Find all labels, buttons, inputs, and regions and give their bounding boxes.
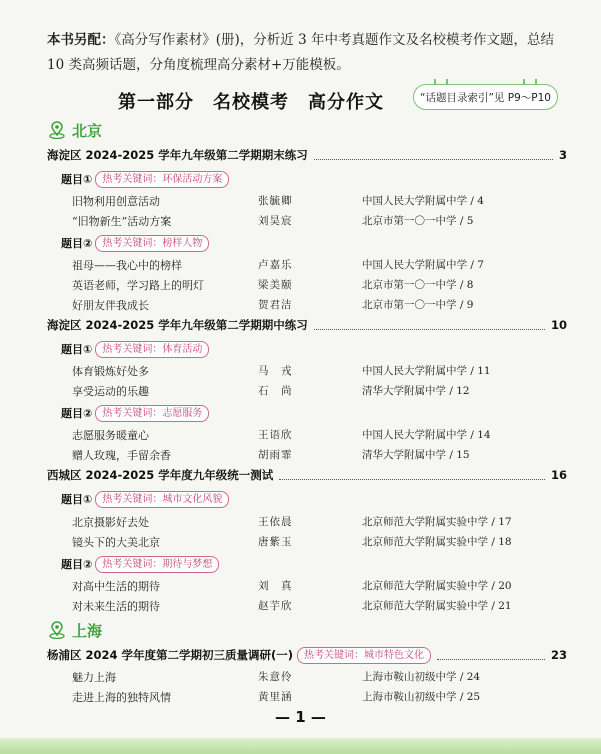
entry-title: 走进上海的独特风情 — [72, 691, 171, 704]
exam-row[interactable] — [47, 316, 567, 334]
entry-school-page: 北京师范大学附属实验中学 / 18 — [362, 536, 512, 548]
entry-school-page: 北京市第一〇一中学 / 5 — [362, 215, 474, 227]
entry-title: 对未来生活的期待 — [72, 600, 160, 613]
entry-title: 魅力上海 — [72, 671, 116, 684]
entry-school-page: 上海市鞍山初级中学 / 24 — [362, 671, 481, 683]
exam-title: 海淀区 2024-2025 学年九年级第二学期期末练习 — [47, 148, 308, 162]
keyword-tag: 热考关键词：志愿服务 — [95, 405, 209, 422]
exam-row[interactable] — [47, 466, 567, 484]
toc-entry[interactable] — [72, 297, 562, 314]
entry-title: “旧物新生”活动方案 — [72, 215, 172, 228]
region-shanghai — [48, 620, 102, 640]
entry-author: 王语欣 — [258, 429, 293, 441]
entry-title: 赠人玫瑰，手留余香 — [72, 449, 171, 462]
entry-author: 胡雨霏 — [258, 449, 293, 461]
toc-entry[interactable] — [72, 578, 562, 595]
entry-author: 赵芋欣 — [258, 600, 293, 612]
exam-title: 西城区 2024-2025 学年度九年级统一测试 — [47, 468, 274, 482]
exam-title: 杨浦区 2024 学年度第二学期初三质量调研(一) — [47, 648, 294, 662]
intro-text: 《高分写作素材》(册)，分析近 3 年中考真题作文及名校模考作文题，总结 10 类高频话题，分角度梳理高分素材+万能模板。 — [47, 32, 554, 73]
leader-dots — [314, 320, 545, 330]
toc-entry[interactable] — [72, 534, 562, 551]
region-name: 北京 — [72, 121, 103, 140]
entry-title: 享受运动的乐趣 — [72, 385, 149, 398]
topic-header — [61, 234, 209, 252]
keyword-tag: 热考关键词：城市特色文化 — [297, 647, 431, 664]
toc-entry[interactable] — [72, 363, 562, 380]
leader-dots — [279, 470, 545, 480]
entry-title: 镜头下的大美北京 — [72, 536, 160, 549]
topic-header — [61, 170, 229, 188]
exam-title: 海淀区 2024-2025 学年九年级第二学期期中练习 — [47, 318, 308, 332]
entry-school-page: 上海市鞍山初级中学 / 25 — [362, 691, 481, 703]
entry-author: 刘昊宸 — [258, 215, 293, 227]
toc-entry[interactable] — [72, 193, 562, 210]
location-pin-icon — [48, 621, 66, 639]
region-beijing — [48, 120, 102, 140]
entry-author: 黄里涵 — [258, 691, 293, 703]
entry-title: 英语老师，学习路上的明灯 — [72, 279, 204, 292]
entry-school-page: 北京市第一〇一中学 / 8 — [362, 279, 474, 291]
topic-label: 题目① — [61, 493, 93, 506]
topic-header — [61, 555, 219, 573]
intro-paragraph — [47, 28, 567, 78]
location-pin-icon — [48, 121, 66, 139]
entry-title: 志愿服务暖童心 — [72, 429, 149, 442]
entry-author: 贺君洁 — [258, 299, 293, 311]
exam-page: 10 — [550, 318, 567, 332]
exam-page: 16 — [550, 468, 567, 482]
topic-header — [61, 340, 209, 358]
entry-school-page: 北京师范大学附属实验中学 / 17 — [362, 516, 512, 528]
topic-label: 题目① — [61, 173, 93, 186]
leader-dots — [437, 650, 545, 660]
exam-page: 23 — [550, 648, 567, 662]
entry-school-page: 北京师范大学附属实验中学 / 20 — [362, 580, 512, 592]
entry-author: 梁美颐 — [258, 279, 293, 291]
leader-dots — [314, 150, 553, 160]
topic-header — [61, 404, 209, 422]
topic-header — [61, 490, 229, 508]
entry-title: 旧物利用创意活动 — [72, 195, 160, 208]
toc-entry[interactable] — [72, 427, 562, 444]
entry-author: 朱意伶 — [258, 671, 293, 683]
entry-school-page: 北京师范大学附属实验中学 / 21 — [362, 600, 512, 612]
toc-entry[interactable] — [72, 669, 562, 686]
toc-entry[interactable] — [72, 257, 562, 274]
keyword-tag: 热考关键词：期待与梦想 — [95, 556, 219, 573]
entry-school-page: 中国人民大学附属中学 / 7 — [362, 259, 484, 271]
topic-label: 题目① — [61, 343, 93, 356]
topic-label: 题目② — [61, 237, 93, 250]
exam-row[interactable] — [47, 646, 567, 664]
toc-entry[interactable] — [72, 277, 562, 294]
keyword-tag: 热考关键词：环保活动方案 — [95, 171, 229, 188]
entry-title: 北京摄影好去处 — [72, 516, 149, 529]
toc-entry[interactable] — [72, 514, 562, 531]
entry-author: 石 尚 — [258, 385, 293, 397]
page-edge-decoration — [0, 738, 601, 754]
entry-school-page: 中国人民大学附属中学 / 11 — [362, 365, 491, 377]
toc-entry[interactable] — [72, 689, 562, 706]
entry-school-page: 北京市第一〇一中学 / 9 — [362, 299, 474, 311]
entry-school-page: 清华大学附属中学 / 15 — [362, 449, 470, 461]
entry-school-page: 中国人民大学附属中学 / 4 — [362, 195, 484, 207]
toc-entry[interactable] — [72, 383, 562, 400]
topic-index-note: “话题目录索引”见 P9～P10 — [413, 84, 558, 110]
exam-row[interactable] — [47, 146, 567, 164]
entry-author: 刘 真 — [258, 580, 293, 592]
toc-entry[interactable] — [72, 213, 562, 230]
exam-page: 3 — [558, 148, 567, 162]
entry-author: 卢嘉乐 — [258, 259, 293, 271]
entry-author: 唐紫玉 — [258, 536, 293, 548]
toc-entry[interactable] — [72, 447, 562, 464]
region-name: 上海 — [72, 621, 103, 640]
part-title: 第一部分 名校模考 高分作文 — [118, 92, 384, 113]
topic-label: 题目② — [61, 558, 93, 571]
entry-title: 体育锻炼好处多 — [72, 365, 149, 378]
entry-author: 马 戎 — [258, 365, 293, 377]
entry-author: 张毓卿 — [258, 195, 293, 207]
intro-bold: 本书另配： — [47, 32, 115, 48]
page-number: — 1 — — [275, 708, 326, 726]
keyword-tag: 热考关键词：榜样人物 — [95, 235, 209, 252]
entry-title: 好朋友伴我成长 — [72, 299, 149, 312]
keyword-tag: 热考关键词：体育活动 — [95, 341, 209, 358]
entry-title: 祖母——我心中的榜样 — [72, 259, 182, 272]
entry-author: 王依晨 — [258, 516, 293, 528]
entry-title: 对高中生活的期待 — [72, 580, 160, 593]
topic-label: 题目② — [61, 407, 93, 420]
keyword-tag: 热考关键词：城市文化风貌 — [95, 491, 229, 508]
entry-school-page: 中国人民大学附属中学 / 14 — [362, 429, 491, 441]
entry-school-page: 清华大学附属中学 / 12 — [362, 385, 470, 397]
toc-entry[interactable] — [72, 598, 562, 615]
